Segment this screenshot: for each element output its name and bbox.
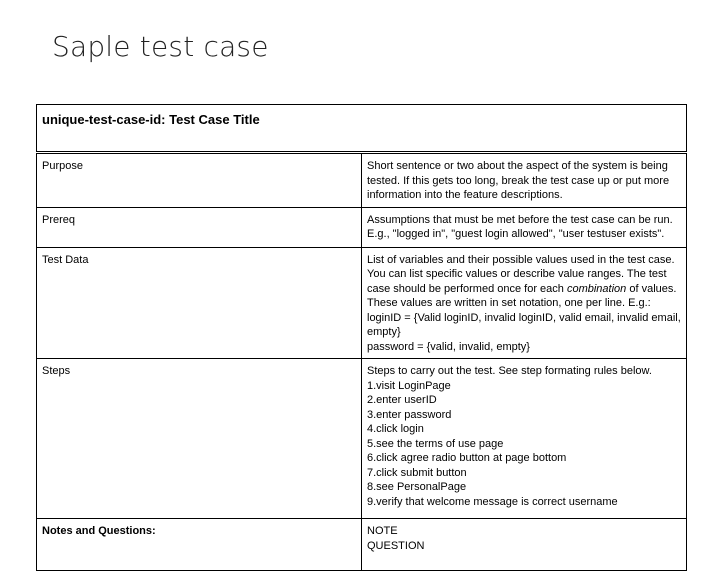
test-data-password-line: password = {valid, invalid, empty}: [367, 340, 530, 353]
step-item: 8.see PersonalPage: [367, 481, 467, 493]
steps-label: Steps: [37, 359, 362, 519]
prereq-text: Assumptions that must be met before the test case can be run. E.g., "logged in", "guest login allowed", "user testuser exists".: [362, 207, 687, 247]
prereq-label: Prereq: [37, 207, 362, 247]
notes-text: [362, 519, 687, 571]
table-row-prereq: [37, 207, 687, 247]
test-data-text: [362, 247, 687, 359]
step-item: 4.click login: [367, 423, 424, 435]
test-case-table: [36, 104, 687, 571]
slide-title: Saple test case: [52, 30, 269, 63]
purpose-label: Purpose: [37, 153, 362, 208]
step-item: 9.verify that welcome message is correct username: [367, 495, 618, 508]
test-data-label: Test Data: [37, 247, 362, 359]
notes-label: Notes and Questions:: [37, 519, 362, 571]
table-row-notes: [37, 519, 687, 571]
note-line: NOTE: [367, 525, 398, 537]
step-item: 6.click agree radio button at page bottom: [367, 452, 567, 464]
steps-text: [362, 359, 687, 519]
table-header-row: [37, 105, 687, 153]
steps-intro: Steps to carry out the test. See step formating rules below.: [367, 365, 652, 377]
step-item: 2.enter userID: [367, 394, 437, 406]
purpose-text: Short sentence or two about the aspect of the system is being tested. If this gets too long, break the test case up or put more information into the feature descriptions.: [362, 153, 687, 208]
step-item: 7.click submit button: [367, 466, 467, 479]
test-data-text-italic: combination: [566, 282, 627, 295]
step-item: 1.visit LoginPage: [367, 379, 451, 392]
test-data-text-after: of values. These values are written in set notation, one per line. E.g.: loginID = {Valid loginID, invalid loginID, valid email, invalid email, empty}: [367, 282, 681, 338]
table-row-test-data: [37, 247, 687, 359]
step-item: 5.see the terms of use page: [367, 437, 504, 450]
table-row-purpose: [37, 153, 687, 208]
step-item: 3.enter password: [367, 408, 452, 421]
question-line: QUESTION: [367, 539, 425, 552]
table-row-steps: [37, 359, 687, 519]
test-data-text-before: List of variables and their possible values used in the test case. You can list specific values or describe value ranges. The test case should be performed once for each: [367, 253, 675, 295]
test-case-header: unique-test-case-id: Test Case Title: [37, 105, 687, 153]
